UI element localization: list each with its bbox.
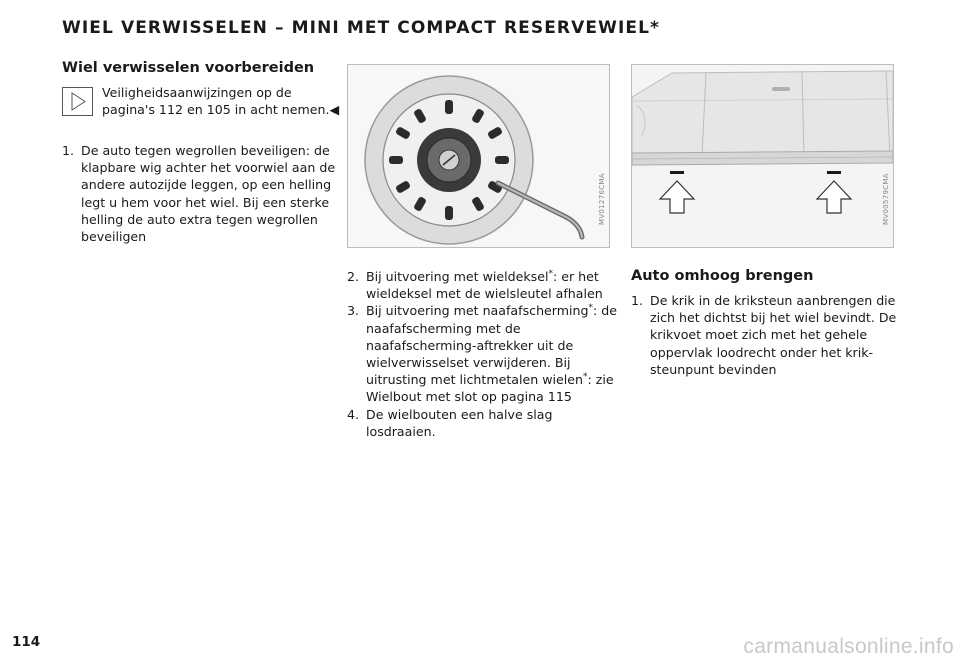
middle-steps-list (347, 268, 625, 440)
page-number: 114 (12, 634, 41, 650)
note-icon (62, 87, 93, 116)
safety-note-text: Veiligheidsaanwijzingen op de pagina's 112 en 105 in acht nemen.◀ (102, 85, 340, 118)
figure-code: MV00579CMA (882, 173, 890, 225)
step-text: De auto tegen wegrollen beveiligen: de klapbare wig achter het voorwiel aan de andere autozijde leggen, op een helling legt u hem voor het wiel. Bij een sterke helling de auto extra tegen wegrollen beveiligen (81, 143, 336, 245)
page-heading: WIEL VERWISSELEN – MINI MET COMPACT RESERVEWIEL* (62, 18, 661, 38)
list-item: 1. De krik in de kriksteun aanbrengen die zich het dichtst bij het wiel bevindt. De krikvoet moet zich met het gehele oppervlak loodrecht onder het kriksteunpunt bevinden (631, 293, 897, 377)
watermark: carmanualsonline.info (743, 635, 954, 658)
figure-code: MV01276CMA (598, 173, 606, 225)
left-steps-list (62, 142, 338, 245)
right-steps-list (631, 292, 897, 378)
wheel-cover-figure (347, 64, 610, 248)
list-item: 4. De wielbouten een halve slag losdraaien. (347, 406, 553, 439)
list-item: 3. Bij uitvoering met naafafscherming*: de naafafscherming met de naafafscherming-aftrekker uit de wielverwisselset verwijderen. Bij uitrusting met lichtmetalen wielen*: zie Wielbout met slot op pagina 115 (347, 303, 617, 405)
section-title-raise: Auto omhoog brengen (631, 268, 814, 284)
list-item: 1. De auto tegen wegrollen beveiligen: de klapbare wig achter het voorwiel aan de andere autozijde leggen, op een helling legt u hem voor het wiel. Bij een sterke helling de auto extra tegen wegrollen beveiligen (62, 143, 336, 245)
jack-points-figure (631, 64, 894, 248)
section-title-prepare: Wiel verwisselen voorbereiden (62, 60, 315, 76)
list-item: 2. Bij uitvoering met wieldeksel*: er het wieldeksel met de wielsleutel afhalen (347, 268, 603, 302)
